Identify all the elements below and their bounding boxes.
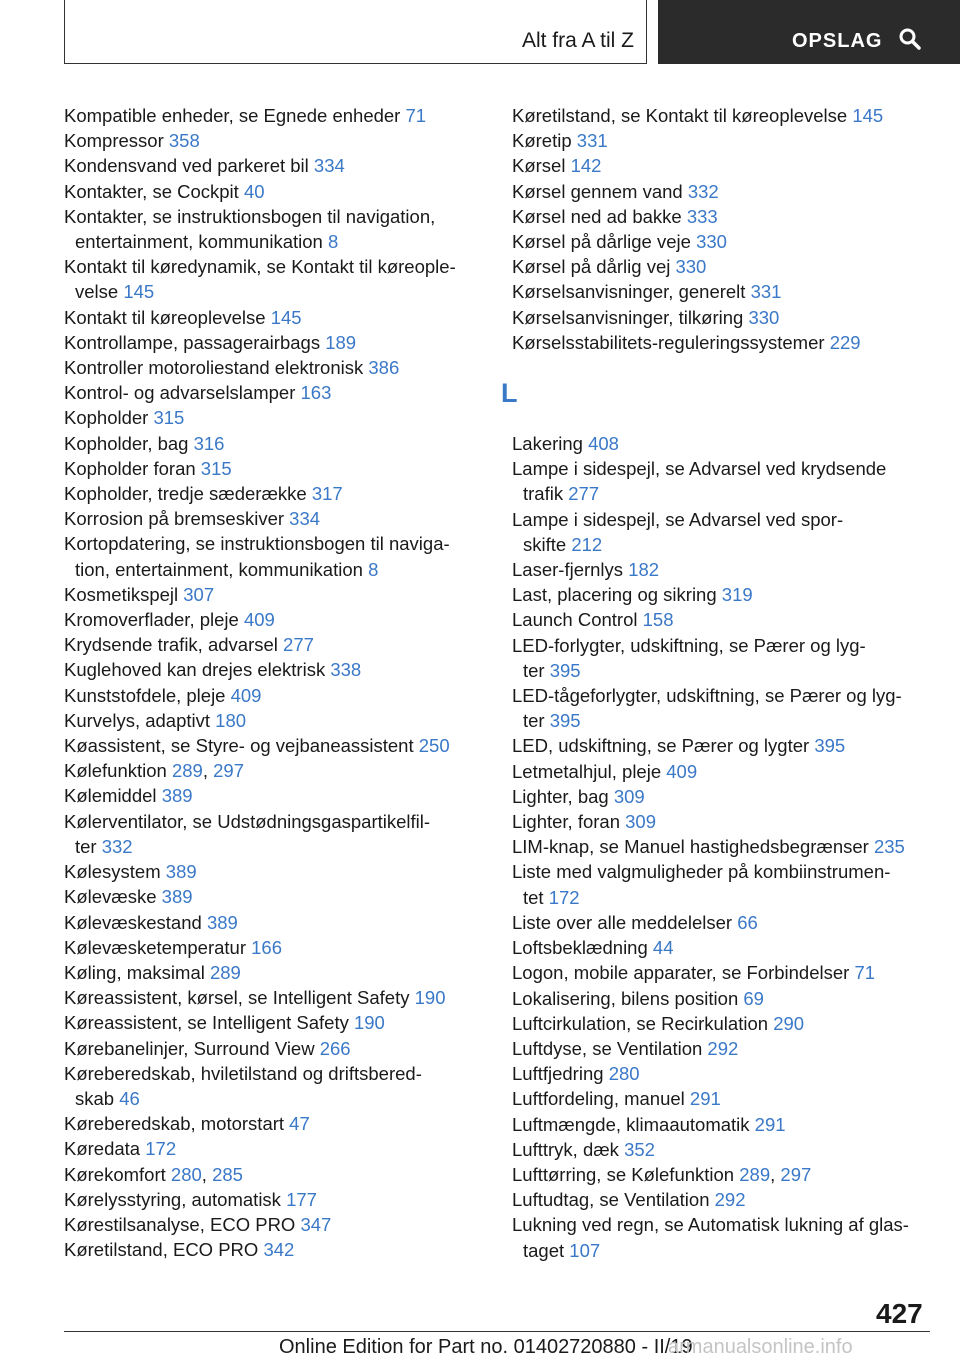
index-entry	[512, 557, 932, 582]
index-term: Luftfjedring	[512, 1063, 609, 1085]
index-entry	[512, 986, 932, 1011]
index-term: Luftcirkulation, se Recirkulation	[512, 1012, 774, 1034]
page-link[interactable]: 71	[854, 962, 876, 984]
page-link[interactable]: 408	[588, 433, 619, 455]
index-term: Kørselsstabilitets-reguleringssystemer	[512, 331, 830, 353]
index-entry: Kølefunktion 289, 297	[64, 760, 245, 782]
index-term: Laser-fjernlys	[512, 559, 629, 581]
index-term-continuation: trafik	[523, 483, 569, 505]
index-term: Kontakter, se Cockpit	[64, 180, 244, 202]
index-entry	[64, 1036, 494, 1061]
page-link[interactable]: 291	[689, 1088, 721, 1110]
index-term: Kompressor	[64, 130, 169, 152]
index-term: Køretilstand, ECO PRO	[64, 1239, 264, 1261]
index-term: Køredata	[64, 1138, 146, 1160]
index-entry	[64, 708, 494, 733]
page-link[interactable]: 331	[750, 281, 782, 303]
index-entry	[64, 607, 494, 632]
index-term: Lufttryk, dæk	[512, 1138, 625, 1160]
page-link[interactable]: 347	[300, 1213, 332, 1235]
index-entry	[64, 632, 494, 657]
page-link[interactable]: 389	[161, 886, 193, 908]
index-term: Lighter, bag	[512, 785, 614, 807]
index-term-continuation: entertainment, kommunikation	[75, 231, 328, 253]
index-entry	[64, 431, 494, 456]
index-entry	[512, 179, 932, 204]
footer-watermark: armanualsonline.info	[668, 1336, 853, 1358]
page-link[interactable]: 44	[652, 937, 674, 959]
index-term: Kølerventilator, se Udstødningsgaspartikelfil-	[64, 810, 431, 832]
page-link[interactable]: 297	[780, 1163, 812, 1185]
page-link[interactable]: 177	[286, 1188, 317, 1210]
page-link[interactable]: 235	[873, 836, 905, 858]
footer-edition: Online Edition for Part no. 01402720880 - II/19	[279, 1336, 693, 1358]
page-link[interactable]: 338	[330, 659, 362, 681]
index-term: Kørsel gennem vand	[512, 180, 688, 202]
page-link[interactable]: 330	[696, 231, 727, 253]
page-link[interactable]: 333	[686, 205, 718, 227]
page-link[interactable]: 289	[739, 1163, 771, 1185]
lookup-button[interactable]	[658, 0, 960, 64]
index-term: Lokalisering, bilens position	[512, 987, 744, 1009]
index-term: Kørebanelinjer, Surround View	[64, 1037, 320, 1059]
footer-divider	[64, 1331, 930, 1332]
index-entry	[64, 405, 494, 430]
page-link[interactable]: 280	[170, 1163, 202, 1185]
index-term: Luftfordeling, manuel	[512, 1088, 690, 1110]
index-entry	[512, 733, 932, 758]
index-term: Lampe i sidespejl, se Advarsel ved spor-	[512, 508, 844, 530]
index-entry	[512, 305, 932, 330]
index-entry	[64, 910, 494, 935]
index-term: Loftsbeklædning	[512, 937, 653, 959]
index-term: LED, udskiftning, se Pærer og lygter	[512, 735, 815, 757]
page-link[interactable]: 277	[283, 634, 314, 656]
index-term: Kørestilsanalyse, ECO PRO	[64, 1213, 301, 1235]
index-term: Lufttørring, se Kølefunktion	[512, 1163, 740, 1185]
page-link[interactable]: 386	[368, 357, 400, 379]
index-term: Lampe i sidespejl, se Advarsel ved krydsende	[512, 458, 887, 480]
index-entry	[64, 960, 494, 985]
page-link[interactable]: 330	[748, 306, 780, 328]
index-term: Køreberedskab, motorstart	[64, 1113, 290, 1135]
index-term: LED-tågeforlygter, udskiftning, se Pærer og lyg-	[512, 685, 902, 707]
index-entry	[64, 204, 494, 254]
search-icon	[898, 27, 922, 56]
index-entry	[64, 884, 494, 909]
index-term: Kortopdatering, se instruktionsbogen til naviga-	[64, 533, 450, 555]
index-term: Kørelysstyring, automatisk	[64, 1188, 287, 1210]
index-entry	[512, 279, 932, 304]
index-term: Kontroller motoroliestand elektronisk	[64, 357, 369, 379]
index-term: Kontakter, se instruktionsbogen til navigation,	[64, 205, 436, 227]
index-term: Kompatible enheder, se Egnede enheder	[64, 105, 406, 126]
index-entry	[512, 960, 932, 985]
page-link[interactable]: 395	[549, 659, 581, 681]
index-entry	[64, 330, 494, 355]
index-term: Kørekomfort	[64, 1163, 171, 1185]
index-term-continuation: ter	[523, 710, 550, 732]
index-term: Luftdyse, se Ventilation	[512, 1037, 708, 1059]
index-entry	[512, 784, 932, 809]
index-term-continuation: ter	[523, 659, 550, 681]
page-link[interactable]: 172	[145, 1138, 177, 1160]
index-term: Lukning ved regn, se Automatisk lukning af glas-	[512, 1214, 909, 1236]
index-entry	[512, 1086, 932, 1111]
page-link[interactable]: 291	[754, 1113, 786, 1135]
page-link[interactable]: 8	[327, 231, 339, 253]
index-entry	[64, 103, 494, 128]
index-entry	[512, 607, 932, 632]
page-link[interactable]: 69	[743, 987, 764, 1009]
index-entry	[64, 783, 494, 808]
index-entry: Lufttørring, se Kølefunktion 289, 297	[512, 1163, 812, 1185]
index-entry	[512, 431, 932, 456]
index-entry	[64, 305, 494, 330]
index-term: Kørselsanvisninger, tilkøring	[512, 306, 749, 328]
page-link[interactable]: 71	[405, 105, 427, 126]
index-entry	[64, 733, 494, 758]
index-term: Liste med valgmuligheder på kombiinstrumen-	[512, 861, 891, 883]
index-term-continuation: skifte	[523, 533, 572, 555]
index-entry	[512, 456, 932, 506]
index-term-continuation: skab	[75, 1087, 120, 1109]
index-entry: Kørekomfort 280, 285	[64, 1163, 243, 1185]
index-term: LED-forlygter, udskiftning, se Pærer og lyg-	[512, 634, 866, 656]
index-entry	[64, 1136, 494, 1161]
page-link[interactable]: 158	[642, 609, 674, 631]
index-entry	[64, 582, 494, 607]
page-link[interactable]: 290	[773, 1012, 805, 1034]
index-entry	[64, 456, 494, 481]
index-term-continuation: ter	[75, 835, 102, 857]
index-term: Kølevæskestand	[64, 911, 207, 933]
index-entry	[512, 1036, 932, 1061]
index-entry	[512, 683, 932, 733]
index-term-continuation: tion, entertainment, kommunikation	[75, 558, 369, 580]
page-link[interactable]: 358	[168, 130, 200, 152]
index-entry	[64, 1237, 494, 1262]
index-entry	[512, 1212, 932, 1262]
page-link[interactable]: 409	[666, 760, 698, 782]
page-link[interactable]: 309	[613, 785, 645, 807]
page-link[interactable]: 319	[721, 584, 753, 606]
index-entry	[512, 935, 932, 960]
index-term: Køreassistent, kørsel, se Intelligent Safety	[64, 987, 415, 1009]
page-link[interactable]: 334	[313, 155, 345, 177]
page-link[interactable]: 8	[368, 558, 379, 580]
index-entry	[512, 1112, 932, 1137]
page-link[interactable]: 297	[213, 760, 245, 782]
index-entry	[64, 935, 494, 960]
index-column-left	[64, 103, 494, 1262]
index-entry	[512, 254, 932, 279]
page-link[interactable]: 389	[161, 785, 193, 807]
index-entry	[64, 1187, 494, 1212]
page-link[interactable]: 145	[123, 281, 155, 303]
index-entry	[512, 910, 932, 935]
page-number: 427	[876, 1298, 923, 1329]
index-entry	[512, 834, 932, 859]
page-link[interactable]: 107	[569, 1239, 601, 1261]
index-entry	[512, 859, 932, 909]
index-entry	[64, 859, 494, 884]
page-link[interactable]: 330	[675, 256, 707, 278]
index-term: Køretilstand, se Kontakt til køreoplevelse	[512, 105, 853, 126]
index-entry	[64, 481, 494, 506]
lookup-label: OPSLAG	[792, 30, 883, 52]
page-link[interactable]: 142	[570, 155, 602, 177]
index-term: Kørsel på dårlige veje	[512, 231, 697, 253]
page-link[interactable]: 292	[707, 1037, 739, 1059]
page-link[interactable]: 166	[251, 936, 282, 958]
page-link[interactable]: 40	[243, 180, 265, 202]
index-term: Køassistent, se Styre- og vejbaneassistent	[64, 735, 419, 757]
index-term: Kølefunktion	[64, 760, 172, 782]
index-term: Korrosion på bremseskiver	[64, 508, 290, 530]
index-entry	[512, 1137, 932, 1162]
index-term: Lakering	[512, 433, 589, 455]
page-link[interactable]: 307	[183, 583, 215, 605]
page-link[interactable]: 389	[206, 911, 238, 933]
index-entry	[64, 380, 494, 405]
page-link[interactable]: 334	[289, 508, 321, 530]
index-term: Launch Control	[512, 609, 643, 631]
index-term: Kosmetikspejl	[64, 583, 184, 605]
page-link[interactable]: 280	[608, 1063, 640, 1085]
index-entry	[512, 330, 932, 355]
index-term: Kørsel ned ad bakke	[512, 205, 687, 227]
page-link[interactable]: 342	[263, 1239, 295, 1261]
index-term: Kurvelys, adaptivt	[64, 709, 216, 731]
index-entry	[64, 683, 494, 708]
page-link[interactable]: 285	[212, 1163, 243, 1185]
index-term: Lighter, foran	[512, 811, 626, 833]
index-term: Kørsel	[512, 155, 571, 177]
index-term: Logon, mobile apparater, se Forbindelser	[512, 962, 855, 984]
page-link[interactable]: 332	[101, 835, 133, 857]
index-term: Kopholder, bag	[64, 432, 194, 454]
index-term: Kondensvand ved parkeret bil	[64, 155, 314, 177]
index-entry	[512, 759, 932, 784]
page-link[interactable]: 190	[414, 987, 446, 1009]
page-link[interactable]: 309	[625, 811, 657, 833]
index-term: Kopholder, tredje sæderække	[64, 483, 312, 505]
index-term: Luftudtag, se Ventilation	[512, 1189, 715, 1211]
index-entry	[64, 506, 494, 531]
index-term: Kontakt til køreoplevelse	[64, 306, 271, 328]
index-term: Kølemiddel	[64, 785, 162, 807]
index-term-continuation: taget	[523, 1239, 570, 1261]
index-term: Last, placering og sikring	[512, 584, 722, 606]
index-term: Kopholder	[64, 407, 154, 429]
index-entry	[512, 153, 932, 178]
page-link[interactable]: 190	[353, 1012, 385, 1034]
index-entry	[512, 128, 932, 153]
index-entry	[64, 809, 494, 859]
index-term: Køreassistent, se Intelligent Safety	[64, 1012, 354, 1034]
index-term: Kontakt til køredynamik, se Kontakt til køreople-	[64, 256, 456, 278]
index-entry	[512, 229, 932, 254]
page-link[interactable]: 316	[193, 432, 225, 454]
index-entry	[64, 1212, 494, 1237]
index-entry	[64, 657, 494, 682]
index-entry	[512, 204, 932, 229]
page-link[interactable]: 189	[325, 331, 357, 353]
index-entry	[64, 985, 494, 1010]
index-entry	[64, 531, 494, 581]
page-link[interactable]: 352	[624, 1138, 655, 1160]
index-term: Luftmængde, klimaautomatik	[512, 1113, 755, 1135]
index-term: Liste over alle meddelelser	[512, 911, 738, 933]
page-link[interactable]: 332	[687, 180, 719, 202]
index-entry	[64, 128, 494, 153]
page-link[interactable]: 266	[319, 1037, 351, 1059]
page-link[interactable]: 317	[311, 483, 343, 505]
page-link[interactable]: 46	[119, 1087, 140, 1109]
index-entry	[512, 1061, 932, 1086]
index-term: Kromoverflader, pleje	[64, 609, 244, 631]
index-term: Kølevæske	[64, 886, 162, 908]
index-term: Kørsel på dårlig vej	[512, 256, 676, 278]
section-tab-label: Alt fra A til Z	[521, 29, 634, 52]
index-term: Kølevæsketemperatur	[64, 936, 252, 958]
page-link[interactable]: 409	[230, 684, 262, 706]
page-link[interactable]: 163	[300, 382, 332, 404]
page-link[interactable]: 389	[165, 861, 197, 883]
index-entry	[64, 1111, 494, 1136]
page-link[interactable]: 145	[270, 306, 302, 328]
index-entry	[512, 1011, 932, 1036]
index-entry	[64, 254, 494, 304]
index-entry	[512, 809, 932, 834]
index-entry	[64, 153, 494, 178]
index-term: Kontrollampe, passagerairbags	[64, 331, 326, 353]
page-link[interactable]: 145	[852, 105, 884, 126]
index-entry	[512, 582, 932, 607]
page-link[interactable]: 182	[628, 559, 660, 581]
page-link[interactable]: 395	[549, 710, 581, 732]
page-link[interactable]: 331	[576, 130, 608, 152]
page-link[interactable]: 212	[571, 533, 603, 555]
page-link[interactable]: 66	[737, 911, 758, 933]
index-term: Kopholder foran	[64, 457, 201, 479]
page-link[interactable]: 292	[714, 1189, 746, 1211]
index-term: Kontrol- og advarselslamper	[64, 382, 301, 404]
index-term: Køretip	[512, 130, 577, 152]
index-term: Letmetalhjul, pleje	[512, 760, 667, 782]
section-letter: L	[501, 378, 518, 409]
index-entry	[64, 1010, 494, 1035]
page-link[interactable]: 289	[171, 760, 203, 782]
page-link[interactable]: 315	[153, 407, 185, 429]
page-link[interactable]: 229	[829, 331, 861, 353]
index-entry	[512, 633, 932, 683]
page-link[interactable]: 47	[289, 1113, 310, 1135]
index-term-continuation: velse	[75, 281, 124, 303]
page-link[interactable]: 409	[243, 609, 275, 631]
index-entry	[64, 355, 494, 380]
page-link[interactable]: 315	[200, 457, 232, 479]
index-term: Kuglehoved kan drejes elektrisk	[64, 659, 331, 681]
page-link[interactable]: 250	[418, 735, 450, 757]
index-term: Kunststofdele, pleje	[64, 684, 231, 706]
index-entry	[512, 103, 932, 128]
page-link[interactable]: 289	[209, 961, 241, 983]
index-term: Køling, maksimal	[64, 961, 210, 983]
index-column-right	[501, 103, 932, 1263]
index-entry	[64, 179, 494, 204]
index-term: Krydsende trafik, advarsel	[64, 634, 284, 656]
index-term: Kølesystem	[64, 861, 166, 883]
index-term: Køreberedskab, hviletilstand og driftsbered-	[64, 1062, 422, 1084]
index-entry	[64, 1061, 494, 1111]
index-term-continuation: tet	[523, 886, 549, 908]
index-entry	[512, 1187, 932, 1212]
index-term: Kørselsanvisninger, generelt	[512, 281, 751, 303]
page-link[interactable]: 172	[548, 886, 580, 908]
section-tab[interactable]	[64, 0, 647, 64]
page-link[interactable]: 180	[215, 709, 247, 731]
page-link[interactable]: 395	[814, 735, 846, 757]
index-term: LIM-knap, se Manuel hastighedsbegrænser	[512, 836, 874, 858]
page-link[interactable]: 277	[568, 483, 600, 505]
index-entry	[512, 507, 932, 557]
